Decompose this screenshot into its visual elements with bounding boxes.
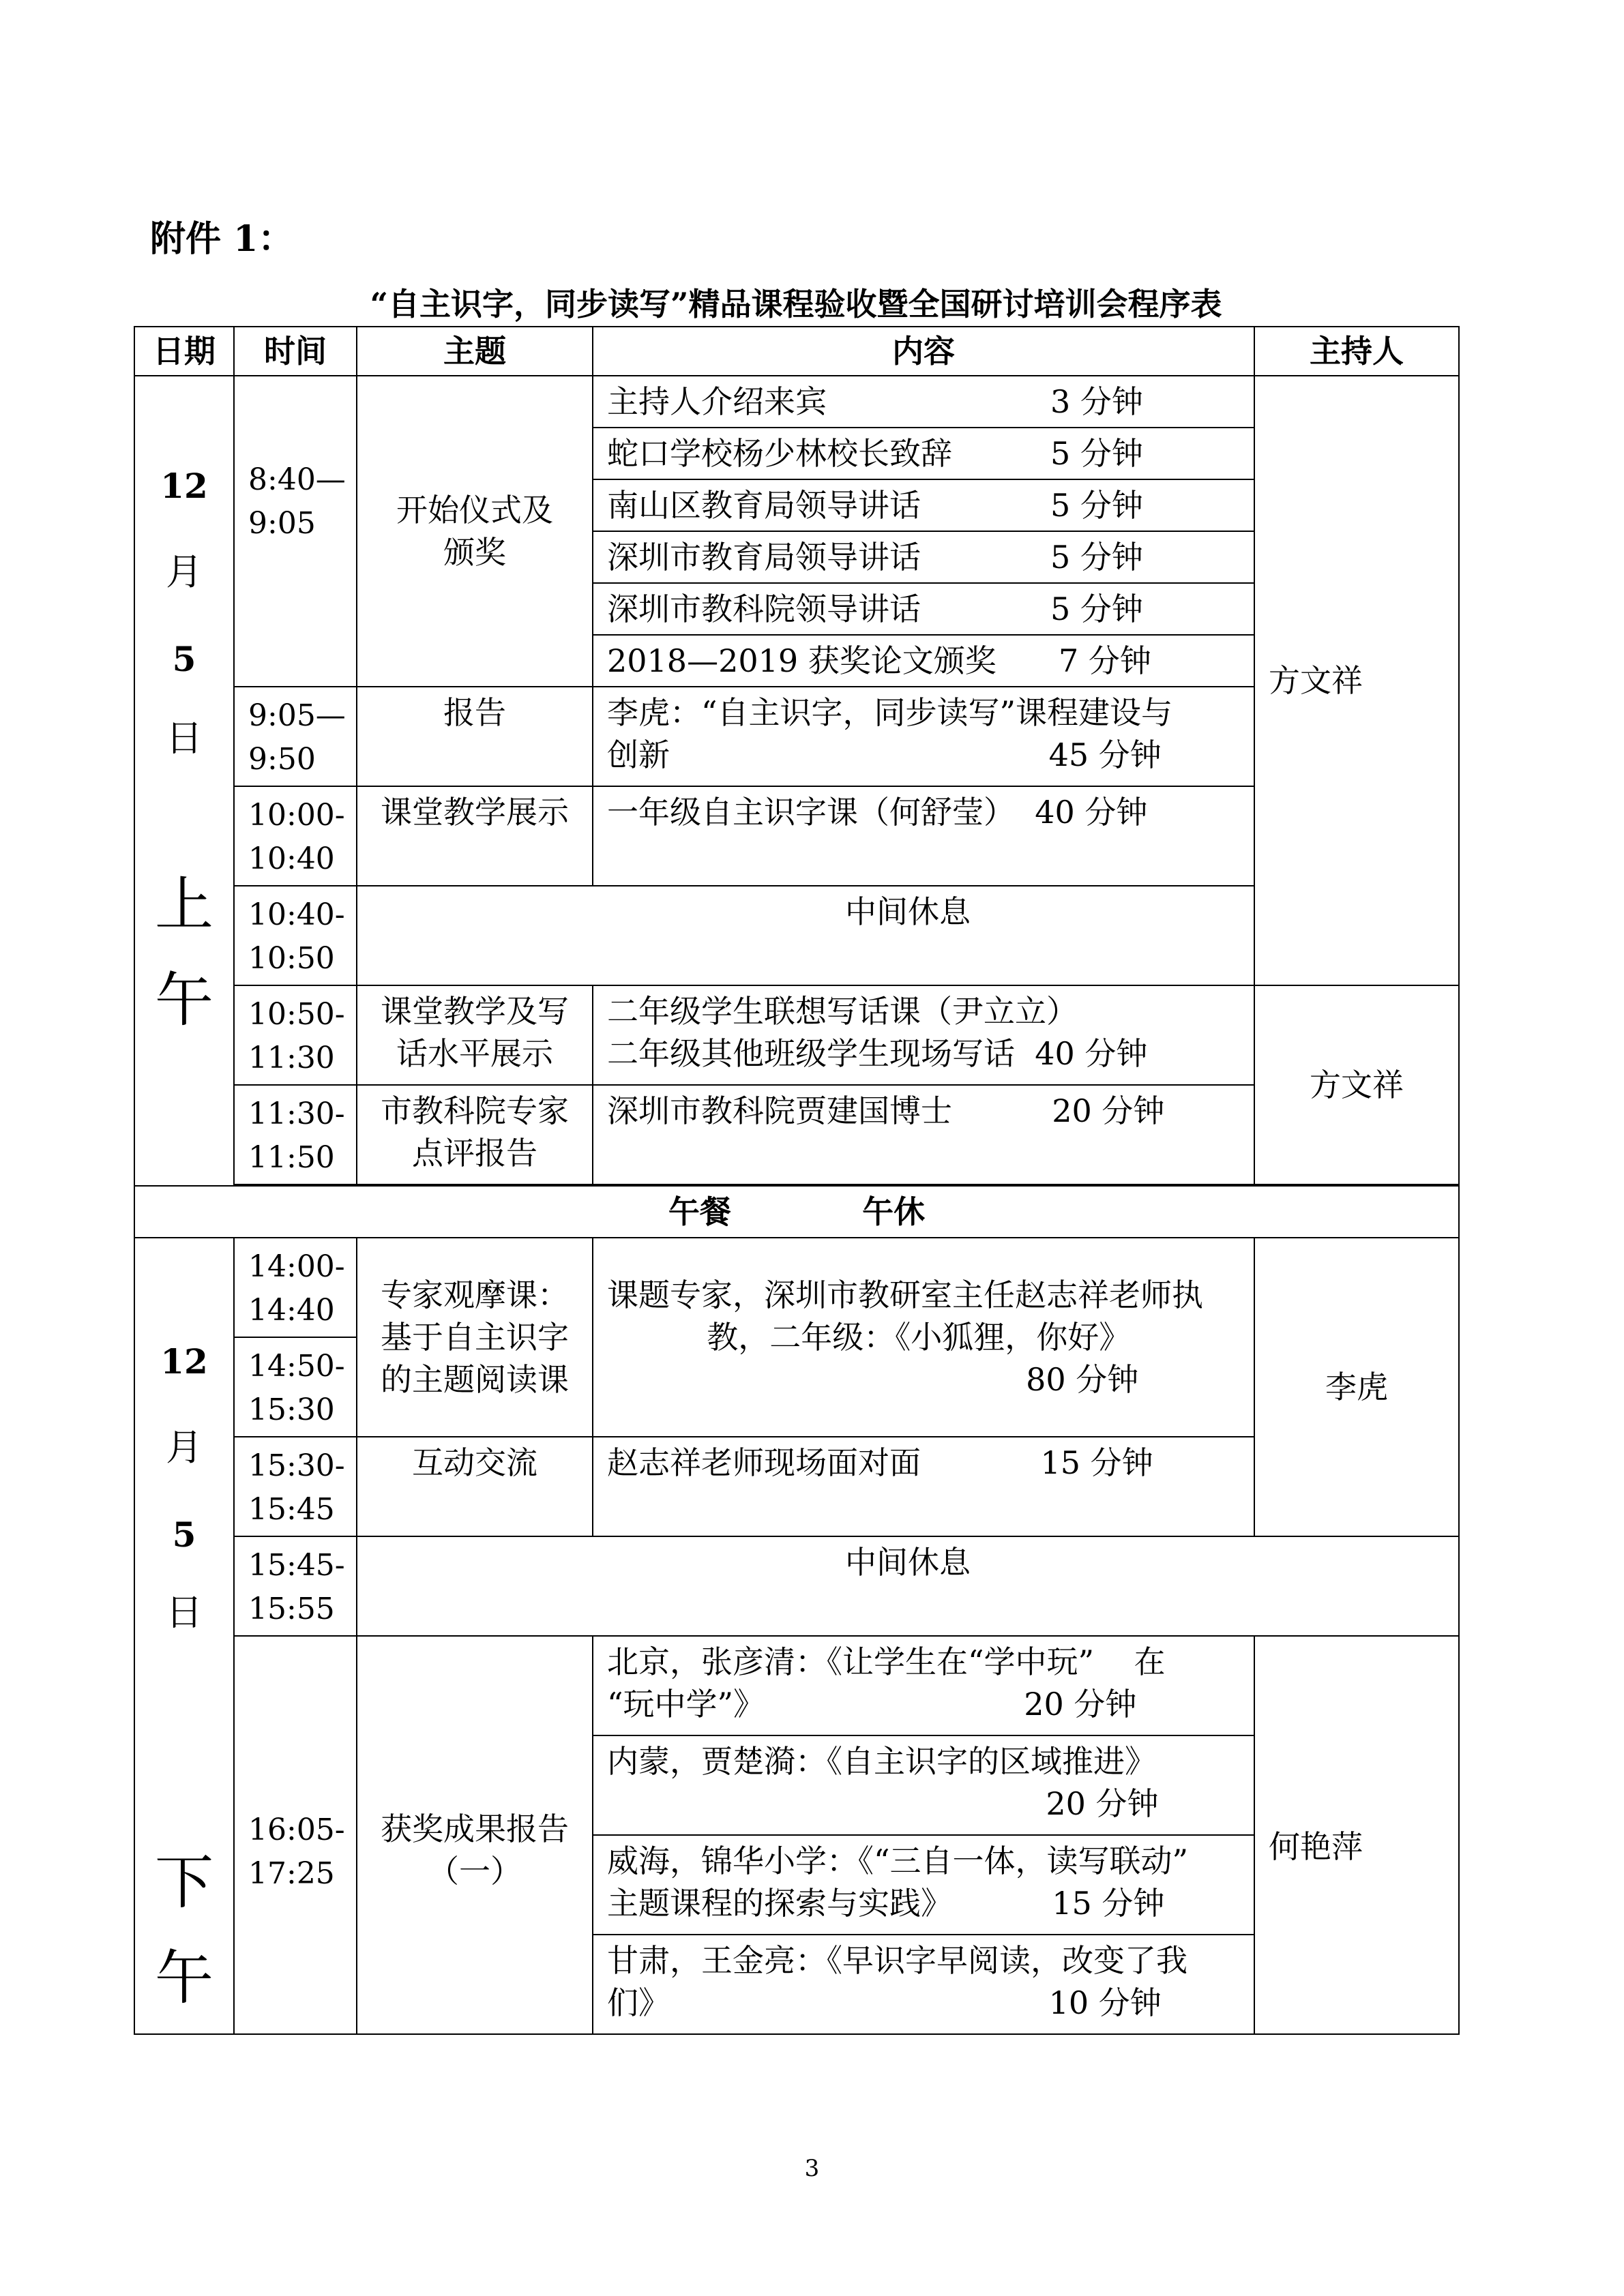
class2-time: 10:50- 11:30 bbox=[234, 985, 357, 1085]
lunch-row bbox=[134, 1186, 1459, 1238]
opening-item-duration: 5 分钟 bbox=[1050, 591, 1143, 627]
table-row bbox=[134, 1238, 1459, 1337]
date-period-1: 上 bbox=[155, 871, 213, 939]
attachment-label: 附件 1： bbox=[150, 218, 294, 260]
break2-content: 中间休息 bbox=[357, 1536, 1459, 1636]
expert-time-1: 14:00- 14:40 bbox=[234, 1238, 357, 1337]
review-theme: 市教科院专家 点评报告 bbox=[357, 1085, 593, 1184]
header-theme: 主题 bbox=[357, 327, 593, 376]
awards-item-2: 内蒙，贾楚漪：《自主识字的区域推进》 20 分钟 bbox=[593, 1735, 1254, 1835]
afternoon-host-2: 何艳萍 bbox=[1254, 1636, 1459, 2034]
date-day-num: 12 bbox=[160, 466, 208, 506]
awards-time: 16:05- 17:25 bbox=[234, 1636, 357, 2034]
report-theme: 报告 bbox=[357, 687, 593, 786]
date-month-char: 月 bbox=[166, 1426, 203, 1469]
opening-item-text: 蛇口学校杨少林校长致辞 bbox=[607, 435, 952, 472]
date-month-char: 月 bbox=[166, 550, 203, 593]
header-date: 日期 bbox=[134, 327, 234, 376]
table-row bbox=[134, 886, 1459, 985]
opening-item-2 bbox=[593, 428, 1254, 479]
class1-content: 一年级自主识字课（何舒莹） 40 分钟 bbox=[593, 786, 1254, 886]
date-ri-char: 日 bbox=[166, 717, 203, 760]
date-day: 5 bbox=[172, 1515, 196, 1555]
break1-time: 10:40- 10:50 bbox=[234, 886, 357, 985]
awards-item-1: 北京，张彦清：《让学生在“学中玩” 在 “玩中学”》 20 分钟 bbox=[593, 1636, 1254, 1735]
expert-time-2: 14:50- 15:30 bbox=[234, 1337, 357, 1437]
date-day: 5 bbox=[172, 639, 196, 679]
opening-item-6 bbox=[593, 635, 1254, 687]
review-content: 深圳市教科院贾建国博士 20 分钟 bbox=[593, 1085, 1254, 1184]
morning-date-cell bbox=[134, 376, 234, 1186]
opening-item-4 bbox=[593, 531, 1254, 583]
class1-theme: 课堂教学展示 bbox=[357, 786, 593, 886]
report-content: 李虎：“自主识字，同步读写”课程建设与 创新 45 分钟 bbox=[593, 687, 1254, 786]
date-period-1: 下 bbox=[155, 1849, 213, 1917]
table-row bbox=[134, 1536, 1459, 1636]
afternoon-date-cell bbox=[134, 1238, 234, 2034]
class2-theme: 课堂教学及写 话水平展示 bbox=[357, 985, 593, 1085]
interact-content: 赵志祥老师现场面对面 15 分钟 bbox=[593, 1437, 1254, 1536]
opening-item-duration: 5 分钟 bbox=[1050, 487, 1143, 524]
date-ri-char: 日 bbox=[166, 1591, 203, 1634]
opening-item-duration: 3 分钟 bbox=[1050, 383, 1143, 420]
page-number: 3 bbox=[804, 2155, 820, 2182]
opening-item-1 bbox=[593, 376, 1254, 428]
morning-host-1: 方文祥 bbox=[1254, 376, 1459, 985]
header-time: 时间 bbox=[234, 327, 357, 376]
date-period-2: 午 bbox=[155, 966, 213, 1034]
opening-item-text: 主持人介绍来宾 bbox=[607, 383, 827, 420]
opening-theme: 开始仪式及 颁奖 bbox=[357, 376, 593, 687]
opening-item-text: 2018—2019 获奖论文颁奖 bbox=[607, 642, 996, 679]
header-content: 内容 bbox=[593, 327, 1254, 376]
table-header-row bbox=[134, 327, 1459, 376]
opening-item-3 bbox=[593, 479, 1254, 531]
schedule-table bbox=[134, 326, 1460, 2035]
awards-item-3: 威海，锦华小学：《“三自一体，读写联动” 主题课程的探索与实践》 15 分钟 bbox=[593, 1835, 1254, 1935]
morning-host-2: 方文祥 bbox=[1254, 985, 1459, 1184]
date-day-num: 12 bbox=[160, 1341, 208, 1382]
table-row bbox=[134, 376, 1459, 428]
opening-item-text: 深圳市教科院领导讲话 bbox=[607, 591, 921, 627]
opening-item-text: 深圳市教育局领导讲话 bbox=[607, 539, 921, 576]
awards-theme: 获奖成果报告 （一） bbox=[357, 1636, 593, 2034]
opening-item-duration: 5 分钟 bbox=[1050, 539, 1143, 576]
awards-item-4: 甘肃，王金亮：《早识字早阅读，改变了我 们》 10 分钟 bbox=[593, 1935, 1254, 2034]
header-host: 主持人 bbox=[1254, 327, 1459, 376]
date-period-2: 午 bbox=[155, 1944, 213, 2012]
expert-content: 课题专家，深圳市教研室主任赵志祥老师执 教，二年级：《小狐狸，你好》 80 分钟 bbox=[593, 1238, 1254, 1437]
page-title: “自主识字，同步读写”精品课程验收暨全国研讨培训会程序表 bbox=[370, 286, 1222, 323]
afternoon-host-1: 李虎 bbox=[1254, 1238, 1459, 1536]
class1-time: 10:00- 10:40 bbox=[234, 786, 357, 886]
opening-item-5 bbox=[593, 583, 1254, 635]
class2-content: 二年级学生联想写话课（尹立立） 二年级其他班级学生现场写话 40 分钟 bbox=[593, 985, 1254, 1085]
opening-time: 8:40— 9:05 bbox=[234, 376, 357, 687]
opening-item-text: 南山区教育局领导讲话 bbox=[607, 487, 921, 524]
report-time: 9:05— 9:50 bbox=[234, 687, 357, 786]
break2-time: 15:45- 15:55 bbox=[234, 1536, 357, 1636]
table-row bbox=[134, 1636, 1459, 1735]
interact-theme: 互动交流 bbox=[357, 1437, 593, 1536]
review-time: 11:30- 11:50 bbox=[234, 1085, 357, 1184]
opening-item-duration: 5 分钟 bbox=[1050, 435, 1143, 472]
opening-item-duration: 7 分钟 bbox=[1059, 642, 1151, 679]
table-row bbox=[134, 985, 1459, 1085]
break1-content: 中间休息 bbox=[357, 886, 1459, 985]
expert-theme: 专家观摩课： 基于自主识字 的主题阅读课 bbox=[357, 1238, 593, 1437]
lunch-text: 午餐 午休 bbox=[134, 1186, 1459, 1238]
interact-time: 15:30- 15:45 bbox=[234, 1437, 357, 1536]
